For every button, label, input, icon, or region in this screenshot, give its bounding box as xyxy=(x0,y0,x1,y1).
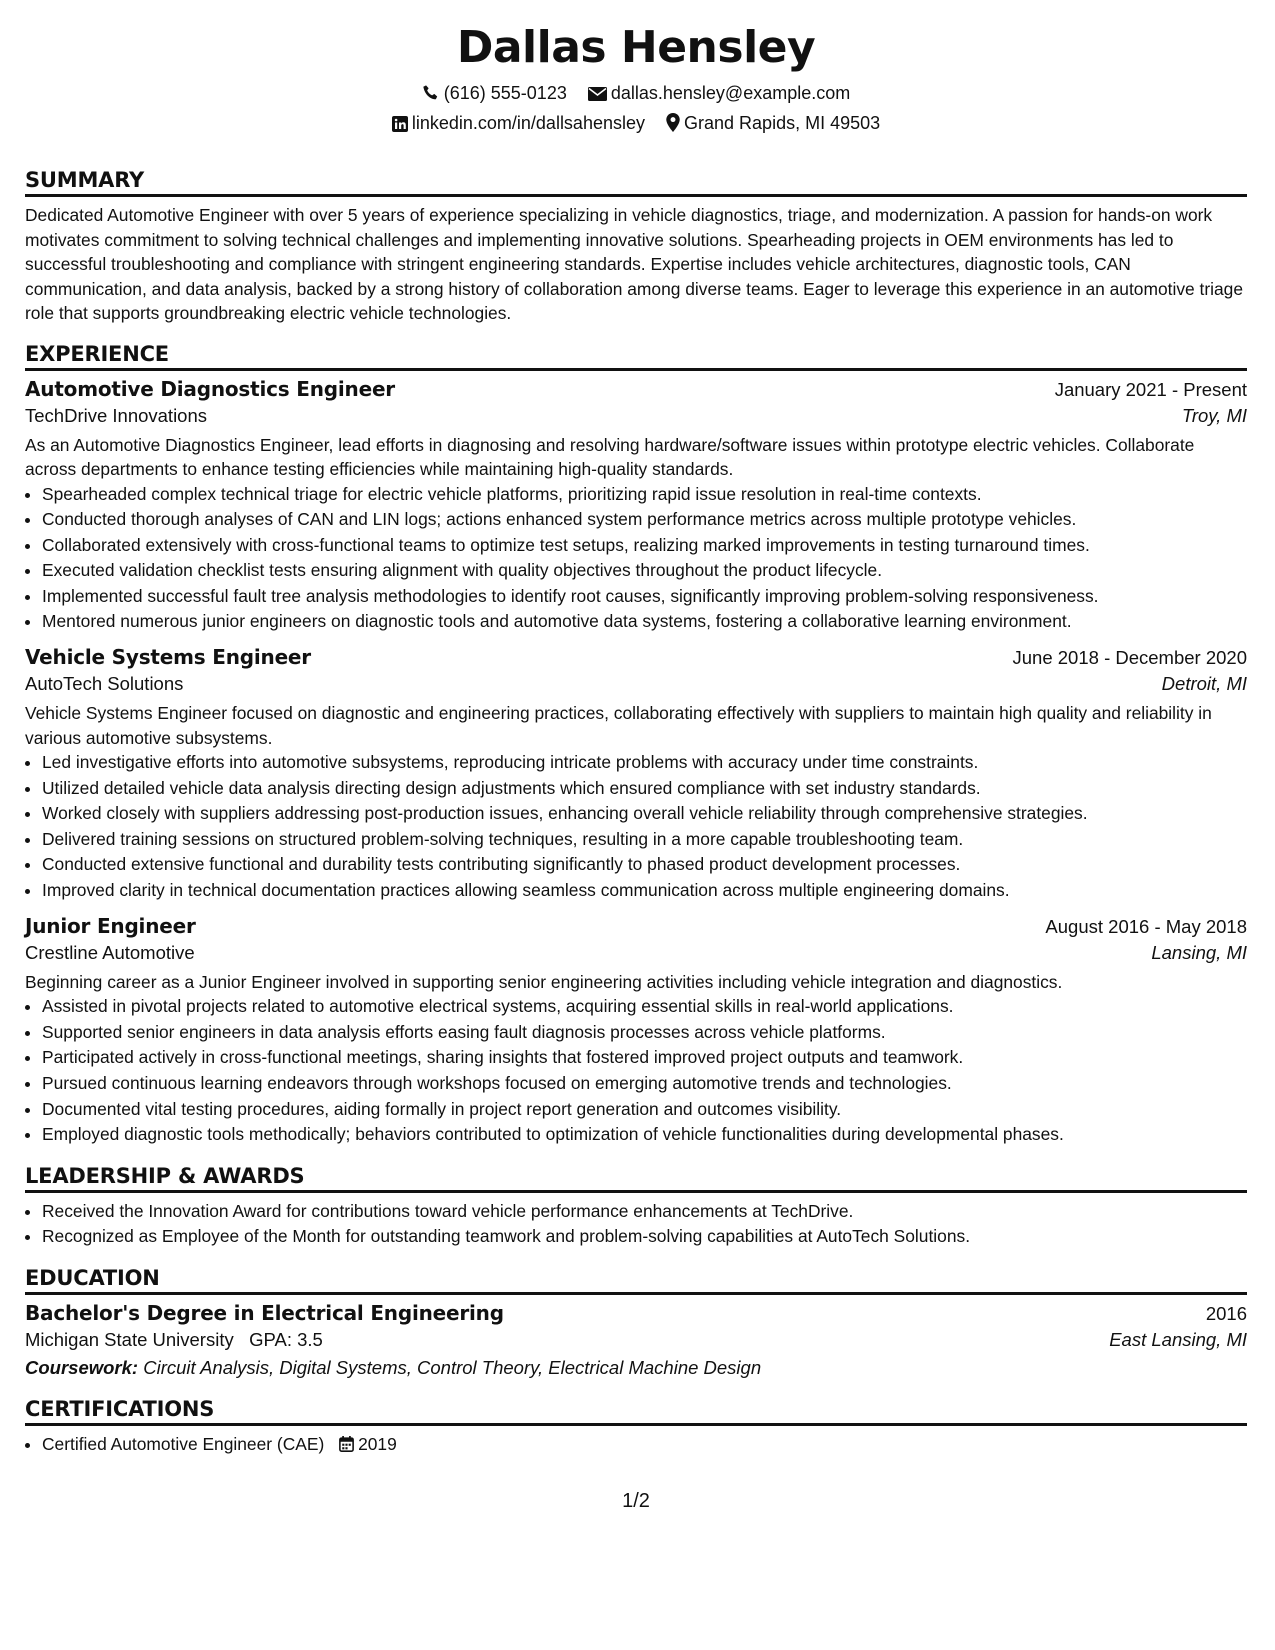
job-header xyxy=(25,914,1247,938)
gpa: GPA: 3.5 xyxy=(249,1328,323,1350)
list-item: • Utilized detailed vehicle data analysis directing design adjustments which ensured compliance with set industry standards. xyxy=(42,776,1247,802)
education-subheader xyxy=(25,1329,1247,1351)
email-contact[interactable] xyxy=(588,78,850,108)
candidate-name: Dallas Hensley xyxy=(456,22,816,73)
job-location: Troy, MI xyxy=(1181,404,1247,426)
resume-page xyxy=(25,0,1247,1650)
section-title: EDUCATION xyxy=(25,1266,1247,1295)
job-dates: January 2021 - Present xyxy=(1054,378,1247,400)
section-title: EXPERIENCE xyxy=(25,342,1247,371)
job-bullets xyxy=(25,750,1247,904)
job-description: Vehicle Systems Engineer focused on diagnostic and engineering practices, collaborating effectively with suppliers to maintain high quality and reliability in various automotive subsystems. xyxy=(25,703,1212,748)
phone-contact xyxy=(422,78,567,108)
school-name: Michigan State University xyxy=(25,1328,234,1350)
contact-line-1 xyxy=(25,78,1247,108)
job-subheader xyxy=(25,942,1247,964)
summary-text: Dedicated Automotive Engineer with over 5 years of experience specializing in vehicle diagnostics, triage, and modernization. A passion for hands-on work motivates commitment to solving technical challenges and implementing innovative solutions. Spearheading projects in OEM environments has led to successful troubleshooting and compliance with stringent engineering standards. Expertise includes vehicle architectures, diagnostic tools, CAN communication, and data analysis, backed by a strong history of collaboration among diverse teams. Eager to leverage this experience in an automotive triage role that supports groundbreaking electric vehicle technologies. xyxy=(25,205,1244,323)
section-title: CERTIFICATIONS xyxy=(25,1397,1247,1426)
linkedin-text[interactable]: linkedin.com/in/dallsahensley xyxy=(411,113,645,133)
linkedin-icon xyxy=(392,116,408,132)
page-number: 1/2 xyxy=(622,1490,650,1512)
coursework-label: Coursework: xyxy=(25,1356,139,1378)
summary-section xyxy=(25,168,1247,326)
job-header xyxy=(25,645,1247,669)
job-company: AutoTech Solutions xyxy=(25,673,184,695)
education-header xyxy=(25,1301,1247,1325)
location-text: Grand Rapids, MI 49503 xyxy=(684,113,881,133)
phone-text: (616) 555-0123 xyxy=(443,83,567,103)
job-bullets xyxy=(25,994,1247,1148)
job-company: TechDrive Innovations xyxy=(25,404,208,426)
envelope-icon xyxy=(588,86,607,102)
list-item: • Received the Innovation Award for contributions toward vehicle performance enhancements at TechDrive. xyxy=(42,1199,1247,1225)
degree-title: Bachelor's Degree in Electrical Engineering xyxy=(25,1300,504,1325)
email-text[interactable]: dallas.hensley@example.com xyxy=(610,83,851,103)
list-item: • Employed diagnostic tools methodically; behaviors contributed to optimization of vehicle functionalities during developmental phases. xyxy=(42,1122,1247,1148)
certifications-section xyxy=(25,1397,1247,1458)
location-contact xyxy=(666,108,880,138)
job-dates: August 2016 - May 2018 xyxy=(1045,915,1247,937)
coursework xyxy=(25,1357,1247,1379)
list-item: • Led investigative efforts into automotive subsystems, reproducing intricate problems with accuracy under time constraints. xyxy=(42,750,1247,776)
list-item: • Conducted thorough analyses of CAN and LIN logs; actions enhanced system performance metrics across multiple prototype vehicles. xyxy=(42,507,1247,533)
job-description: Beginning career as a Junior Engineer involved in supporting senior engineering activities including vehicle integration and diagnostics. xyxy=(25,971,1063,992)
contact-line-2 xyxy=(25,108,1247,138)
list-item: • Supported senior engineers in data analysis efforts easing fault diagnosis processes across vehicle platforms. xyxy=(42,1020,1247,1046)
graduation-year: 2016 xyxy=(1205,1302,1247,1324)
phone-icon xyxy=(422,84,440,102)
leadership-bullets xyxy=(25,1199,1247,1250)
job-entry xyxy=(25,377,1247,636)
list-item: • Mentored numerous junior engineers on diagnostic tools and automotive data systems, fostering a collaborative learning environment. xyxy=(42,609,1247,635)
list-item: • Recognized as Employee of the Month for outstanding teamwork and problem-solving capabilities at AutoTech Solutions. xyxy=(42,1224,1247,1250)
list-item: • Executed validation checklist tests ensuring alignment with quality objectives throughout the product lifecycle. xyxy=(42,558,1247,584)
calendar-icon xyxy=(339,1436,354,1452)
job-title: Vehicle Systems Engineer xyxy=(25,645,311,670)
list-item: • Improved clarity in technical documentation practices allowing seamless communication across multiple engineering domains. xyxy=(42,878,1247,904)
section-title: LEADERSHIP & AWARDS xyxy=(25,1164,1247,1193)
job-title: Junior Engineer xyxy=(25,913,196,938)
job-company: Crestline Automotive xyxy=(25,941,195,963)
education-section xyxy=(25,1266,1247,1379)
leadership-section xyxy=(25,1164,1247,1250)
job-header xyxy=(25,377,1247,401)
list-item: • Worked closely with suppliers addressing post-production issues, enhancing overall vehicle reliability through comprehensive strategies. xyxy=(42,801,1247,827)
job-entry xyxy=(25,914,1247,1148)
job-description: As an Automotive Diagnostics Engineer, lead efforts in diagnosing and resolving hardware/software issues within prototype electric vehicles. Collaborate across departments to enhance testing efficiencies while maintaining high-quality standards. xyxy=(25,434,1195,479)
linkedin-contact[interactable] xyxy=(392,108,645,138)
school-location: East Lansing, MI xyxy=(1109,1328,1247,1350)
list-item: • Pursued continuous learning endeavors through workshops focused on emerging automotive trends and technologies. xyxy=(42,1071,1247,1097)
certification-year: 2019 xyxy=(358,1433,397,1454)
section-title: SUMMARY xyxy=(25,168,1247,197)
job-bullets xyxy=(25,482,1247,636)
certification-name: Certified Automotive Engineer (CAE) xyxy=(42,1433,325,1454)
school-info xyxy=(25,1329,323,1351)
job-title: Automotive Diagnostics Engineer xyxy=(25,376,395,401)
coursework-list: Circuit Analysis, Digital Systems, Control Theory, Electrical Machine Design xyxy=(143,1356,762,1378)
job-location: Detroit, MI xyxy=(1161,673,1247,695)
list-item xyxy=(42,1432,1247,1458)
job-subheader xyxy=(25,673,1247,695)
list-item: • Documented vital testing procedures, aiding formally in project report generation and outcomes visibility. xyxy=(42,1097,1247,1123)
job-subheader xyxy=(25,405,1247,427)
list-item: • Assisted in pivotal projects related to automotive electrical systems, acquiring essential skills in real-world applications. xyxy=(42,994,1247,1020)
list-item: • Collaborated extensively with cross-functional teams to optimize test setups, realizing marked improvements in testing turnaround times. xyxy=(42,533,1247,559)
map-pin-icon xyxy=(666,113,680,132)
list-item: • Spearheaded complex technical triage for electric vehicle platforms, prioritizing rapid issue resolution in real-time contexts. xyxy=(42,482,1247,508)
list-item: • Delivered training sessions on structured problem-solving techniques, resulting in a more capable troubleshooting team. xyxy=(42,827,1247,853)
job-dates: June 2018 - December 2020 xyxy=(1012,647,1247,669)
list-item: • Conducted extensive functional and durability tests contributing significantly to phased product development processes. xyxy=(42,852,1247,878)
job-entry xyxy=(25,645,1247,904)
list-item: • Implemented successful fault tree analysis methodologies to identify root causes, significantly improving problem-solving responsiveness. xyxy=(42,584,1247,610)
experience-section xyxy=(25,342,1247,1148)
job-location: Lansing, MI xyxy=(1151,941,1247,963)
list-item: • Participated actively in cross-functional meetings, sharing insights that fostered improved project outputs and teamwork. xyxy=(42,1045,1247,1071)
certification-list xyxy=(25,1432,1247,1458)
